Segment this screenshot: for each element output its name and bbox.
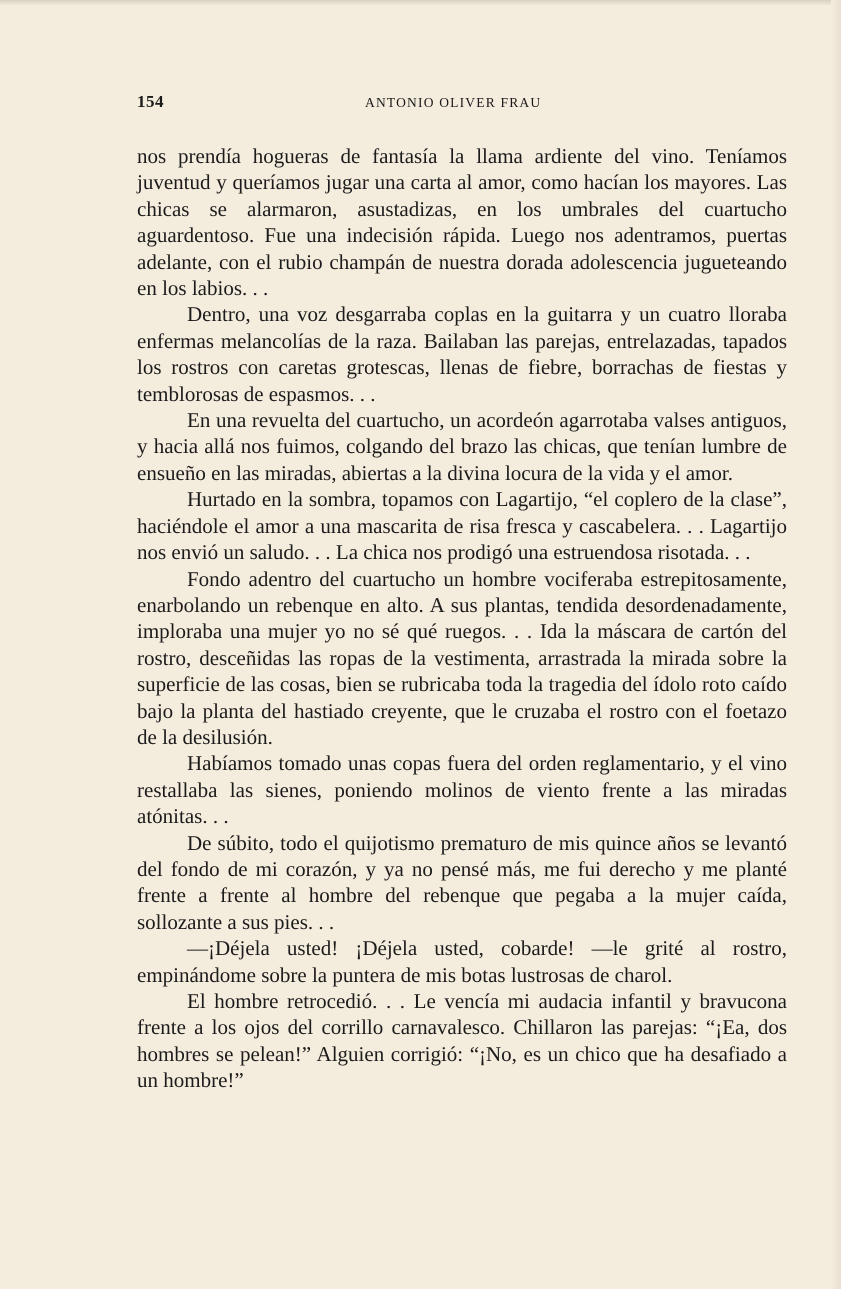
running-head-author: ANTONIO OLIVER FRAU [365,95,542,110]
page-right-edge [831,0,841,1289]
paragraph: Habíamos tomado unas copas fuera del orden reglamentario, y el vino restallaba las sienes, poniendo molinos de viento frente a las miradas atónitas. . . [137,751,787,829]
page-header [137,92,787,116]
paragraph: nos prendía hogueras de fantasía la llama ardiente del vino. Teníamos juventud y queríamos jugar una carta al amor, como hacían los mayores. Las chicas se alarmaron, asustadizas, en los umbrales del cuartucho aguardentoso. Fue una indecisión rápida. Luego nos adentramos, puertas adelante, con el rubio champán de nuestra dorada adolescencia jugueteando en los labios. . . [137,144,787,301]
paragraph: El hombre retrocedió. . . Le vencía mi audacia infantil y bravucona frente a los ojos del corrillo carnavalesco. Chillaron las parejas: “¡Ea, dos hombres se pelean!” Alguien corrigió: “¡No, es un chico que ha desafiado a un hombre!” [137,989,787,1093]
paragraph: En una revuelta del cuartucho, un acordeón agarrotaba valses antiguos, y hacia allá nos fuimos, colgando del brazo las chicas, que tenían lumbre de ensueño en las miradas, abiertas a la divina locura de la vida y el amor. [137,408,787,485]
paragraph: Fondo adentro del cuartucho un hombre vociferaba estrepitosamente, enarbolando un rebenque en alto. A sus plantas, tendida desordenadamente, imploraba una mujer yo no sé qué ruegos. . . Ida la máscara de cartón del rostro, desceñidas las ropas de la vestimenta, arrastrada la mirada sobre la superficie de las cosas, bien se rubricaba toda la tragedia del ídolo roto caído bajo la planta del hastiado creyente, que le cruzaba el rostro con el foetazo de la desilusión. [137,566,787,749]
paragraph: —¡Déjela usted! ¡Déjela usted, cobarde! —le grité al rostro, empinándome sobre la puntera de mis botas lustrosas de charol. [137,936,787,987]
body-text [137,143,787,1094]
paragraph: De súbito, todo el quijotismo prematuro de mis quince años se levantó del fondo de mi corazón, y ya no pensé más, me fui derecho y me planté frente a frente al hombre del rebenque que pegaba a la mujer caída, sollozante a sus pies. . . [137,830,787,934]
page-number: 154 [137,92,164,111]
paragraph: Dentro, una voz desgarraba coplas en la guitarra y un cuatro lloraba enfermas melancolías de la raza. Bailaban las parejas, entrelazadas, tapados los rostros con caretas grotescas, llenas de fiebre, borrachas de fiestas y temblorosas de espasmos. . . [137,302,787,406]
page-top-edge [0,0,841,6]
paragraph: Hurtado en la sombra, topamos con Lagartijo, “el coplero de la clase”, haciéndole el amor a una mascarita de risa fresca y cascabelera. . . Lagartijo nos envió un saludo. . . La chica nos prodigó una estruendosa risotada. . . [137,487,787,565]
